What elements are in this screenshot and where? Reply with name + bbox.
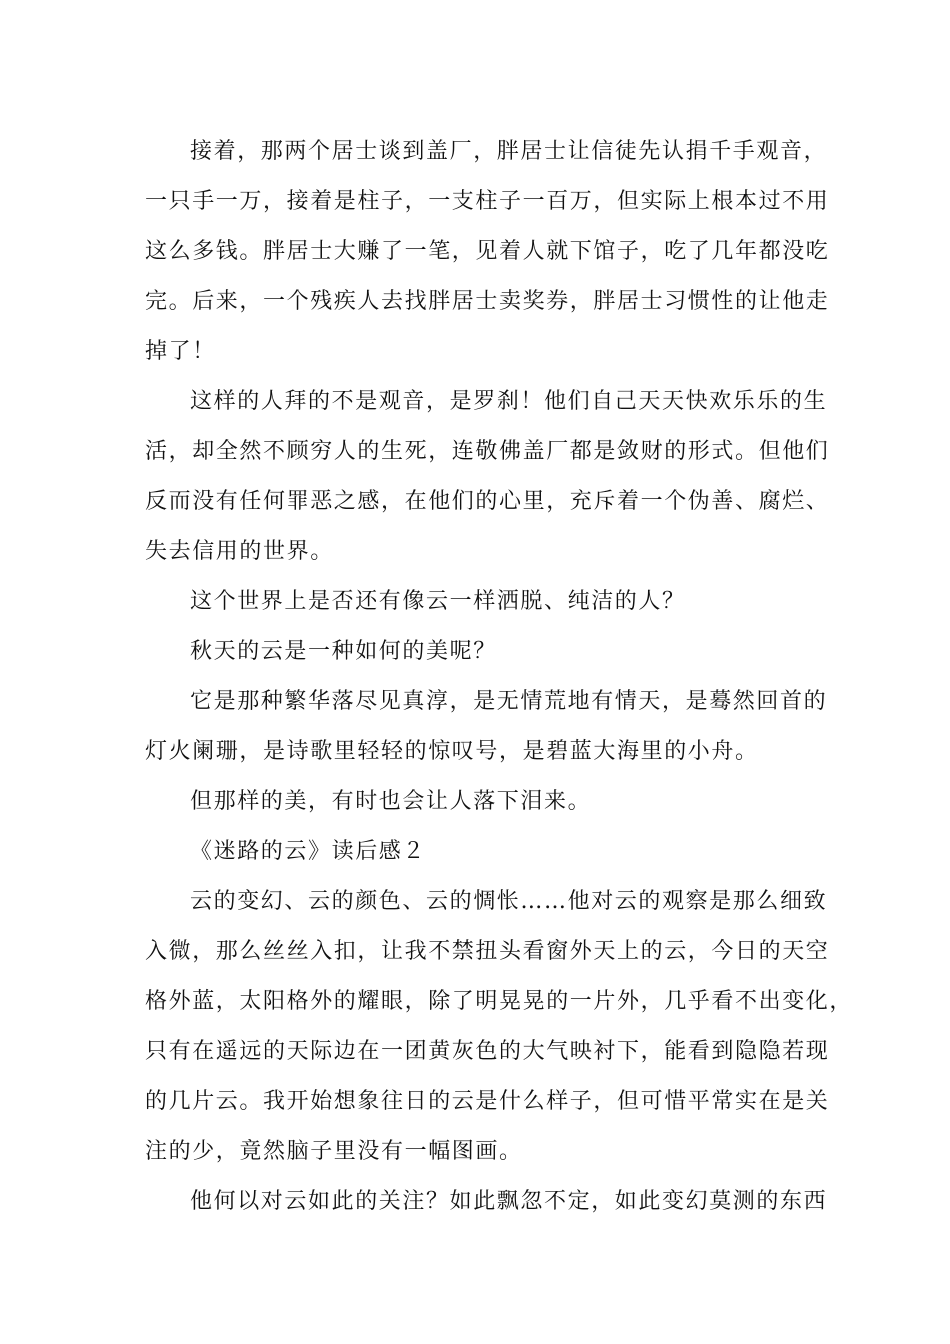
text-line: 云的变幻、云的颜色、云的惆怅……他对云的观察是那么细致 — [190, 889, 828, 914]
text-line: 注的少，竟然脑子里没有一幅图画。 — [145, 1139, 523, 1164]
text-line: 入微，那么丝丝入扣，让我不禁扭头看窗外天上的云，今日的天空 — [145, 939, 830, 964]
text-line: 他何以对云如此的关注？如此飘忽不定，如此变幻莫测的东西 — [190, 1189, 828, 1214]
section-heading: 《迷路的云》读后感２ — [190, 839, 427, 864]
text-line: 掉了！ — [145, 339, 216, 364]
text-line: 的几片云。我开始想象往日的云是什么样子，但可惜平常实在是关 — [145, 1089, 830, 1114]
text-line: 秋天的云是一种如何的美呢？ — [190, 639, 497, 664]
text-line: 这样的人拜的不是观音，是罗刹！他们自己天天快欢乐乐的生 — [190, 389, 828, 414]
text-line: 反而没有任何罪恶之感，在他们的心里，充斥着一个伪善、腐烂、 — [145, 489, 830, 514]
text-line: 这么多钱。胖居士大赚了一笔，见着人就下馆子，吃了几年都没吃 — [145, 239, 830, 264]
text-line: 这个世界上是否还有像云一样洒脱、纯洁的人？ — [190, 589, 686, 614]
text-line: 完。后来，一个残疾人去找胖居士卖奖券，胖居士习惯性的让他走 — [145, 289, 830, 314]
text-line: 灯火阑珊，是诗歌里轻轻的惊叹号，是碧蓝大海里的小舟。 — [145, 739, 759, 764]
text-line: 活，却全然不顾穷人的生死，连敬佛盖厂都是敛财的形式。但他们 — [145, 439, 830, 464]
text-line: 格外蓝，太阳格外的耀眼，除了明晃晃的一片外，几乎看不出变化， — [145, 989, 854, 1014]
text-line: 它是那种繁华落尽见真淳，是无情荒地有情天，是蓦然回首的 — [190, 689, 828, 714]
text-line: 但那样的美，有时也会让人落下泪来。 — [190, 789, 592, 814]
text-line: 一只手一万，接着是柱子，一支柱子一百万，但实际上根本过不用 — [145, 189, 830, 214]
text-line: 失去信用的世界。 — [145, 539, 334, 564]
text-line: 只有在遥远的天际边在一团黄灰色的大气映衬下，能看到隐隐若现 — [145, 1039, 830, 1064]
text-line: 接着，那两个居士谈到盖厂，胖居士让信徒先认捐千手观音， — [190, 139, 828, 164]
